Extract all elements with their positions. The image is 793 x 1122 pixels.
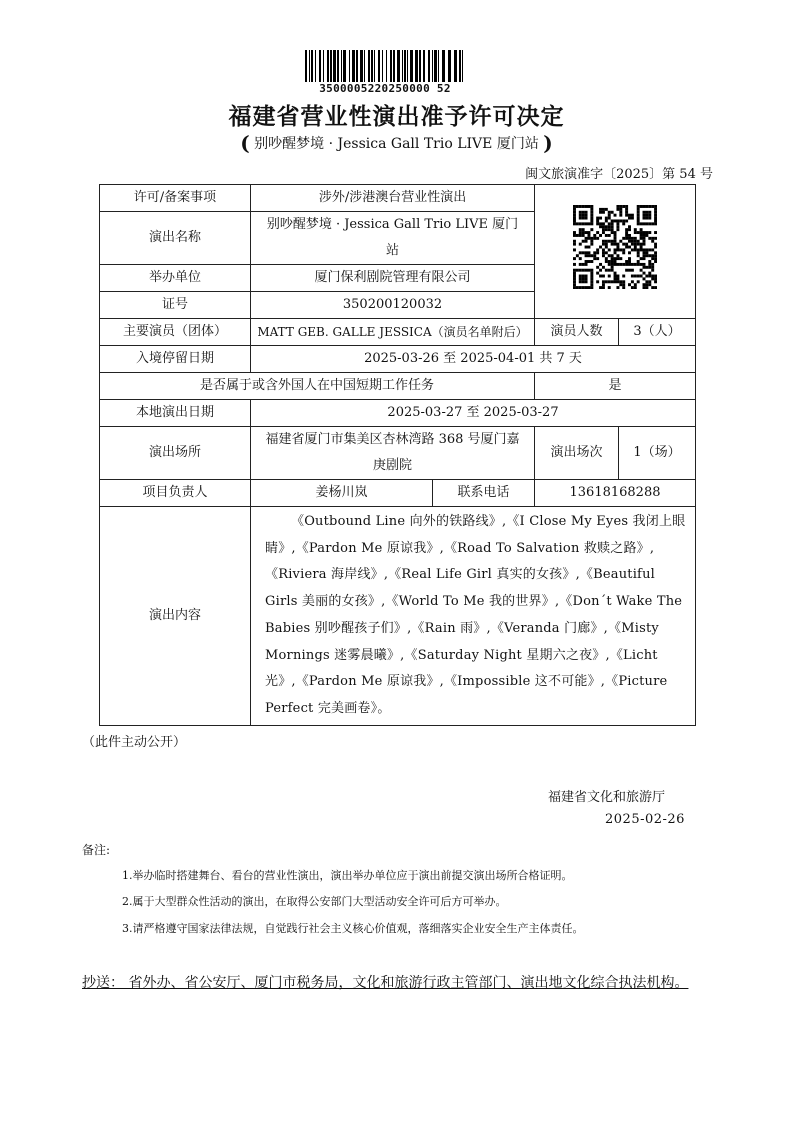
table-row xyxy=(100,400,696,427)
table-row xyxy=(100,480,696,507)
foreign-work-value: 是 xyxy=(535,373,696,400)
note-3: 3.请严格遵守国家法律法规，自觉践行社会主义核心价值观，落细落实企业安全生产主体责任。 xyxy=(122,922,584,935)
organizer-value: 厦门保利剧院管理有限公司 xyxy=(251,265,535,292)
document-subtitle xyxy=(0,131,793,155)
note-2: 2.属于大型群众性活动的演出，在取得公安部门大型活动安全许可后方可举办。 xyxy=(122,895,507,908)
issue-date: 2025-02-26 xyxy=(605,812,685,827)
venue-value: 福建省厦门市集美区杏林湾路 368 号厦门嘉庚剧院 xyxy=(251,427,535,480)
venue-label: 演出场所 xyxy=(100,427,251,480)
barcode xyxy=(305,50,465,82)
document-number: 闽文旅演准字〔2025〕第 54 号 xyxy=(525,167,713,182)
foreign-work-label: 是否属于或含外国人在中国短期工作任务 xyxy=(100,373,535,400)
table-row xyxy=(100,373,696,400)
permit-type-value: 涉外/涉港澳台营业性演出 xyxy=(251,185,535,212)
show-name-label: 演出名称 xyxy=(100,212,251,265)
performer-count-value: 3（人） xyxy=(619,319,696,346)
local-dates-label: 本地演出日期 xyxy=(100,400,251,427)
sessions-value: 1（场） xyxy=(619,427,696,480)
subtitle-text: 别吵醒梦境 · Jessica Gall Trio LIVE 厦门站 xyxy=(254,136,539,152)
content-value: 《Outbound Line 向外的铁路线》,《I Close My Eyes 我闭上眼睛》,《Pardon Me 原谅我》,《Road To Salvation 救赎之路》,《Riviera 海岸线》,《Real Life Girl 真实的女孩》,《Beautiful Girls 美丽的女孩》,《World To Me 我的世界》,《Don´t Wake The Babies 别吵醒孩子们》,《Rain 雨》,《Veranda 门廊》,《Misty Mornings 迷雾晨曦》,《Saturday Night 星期六之夜》,《Licht 光》,《Pardon Me 原谅我》,《Impossible 这不可能》,《Picture Perfect 完美画卷》。 xyxy=(251,507,696,726)
table-row xyxy=(100,319,696,346)
sessions-label: 演出场次 xyxy=(535,427,619,480)
carbon-copy: 抄送： 省外办、省公安厅、厦门市税务局，文化和旅游行政主管部门、演出地文化综合执法机构。 xyxy=(82,975,689,991)
issuer: 福建省文化和旅游厅 xyxy=(548,790,666,805)
license-label: 证号 xyxy=(100,292,251,319)
qr-code xyxy=(573,205,657,289)
permit-type-label: 许可/备案事项 xyxy=(100,185,251,212)
qr-code-cell xyxy=(535,185,696,319)
table-row xyxy=(100,507,696,726)
subtitle-close-paren: ) xyxy=(543,131,553,155)
document-title: 福建省营业性演出准予许可决定 xyxy=(228,104,565,130)
phone-value: 13618168288 xyxy=(535,480,696,507)
performer-value: MATT GEB. GALLE JESSICA（演员名单附后） xyxy=(251,319,535,346)
performer-label: 主要演员（团体） xyxy=(100,319,251,346)
public-notice: （此件主动公开） xyxy=(82,735,187,750)
barcode-number: 3500005220250000 52 xyxy=(319,82,451,95)
phone-label: 联系电话 xyxy=(433,480,535,507)
local-dates-value: 2025-03-27 至 2025-03-27 xyxy=(251,400,696,427)
stay-label: 入境停留日期 xyxy=(100,346,251,373)
manager-label: 项目负责人 xyxy=(100,480,251,507)
permit-table xyxy=(99,184,696,726)
license-value: 350200120032 xyxy=(251,292,535,319)
content-label: 演出内容 xyxy=(100,507,251,726)
show-name-value: 别吵醒梦境 · Jessica Gall Trio LIVE 厦门站 xyxy=(251,212,535,265)
organizer-label: 举办单位 xyxy=(100,265,251,292)
table-row xyxy=(100,346,696,373)
stay-value: 2025-03-26 至 2025-04-01 共 7 天 xyxy=(251,346,696,373)
table-row xyxy=(100,427,696,480)
manager-value: 姜杨川岚 xyxy=(251,480,433,507)
performer-count-label: 演员人数 xyxy=(535,319,619,346)
notes-title: 备注: xyxy=(82,843,111,857)
note-1: 1.举办临时搭建舞台、看台的营业性演出，演出举办单位应于演出前提交演出场所合格证明。 xyxy=(122,869,573,882)
subtitle-open-paren: ( xyxy=(240,131,250,155)
table-row xyxy=(100,185,696,212)
